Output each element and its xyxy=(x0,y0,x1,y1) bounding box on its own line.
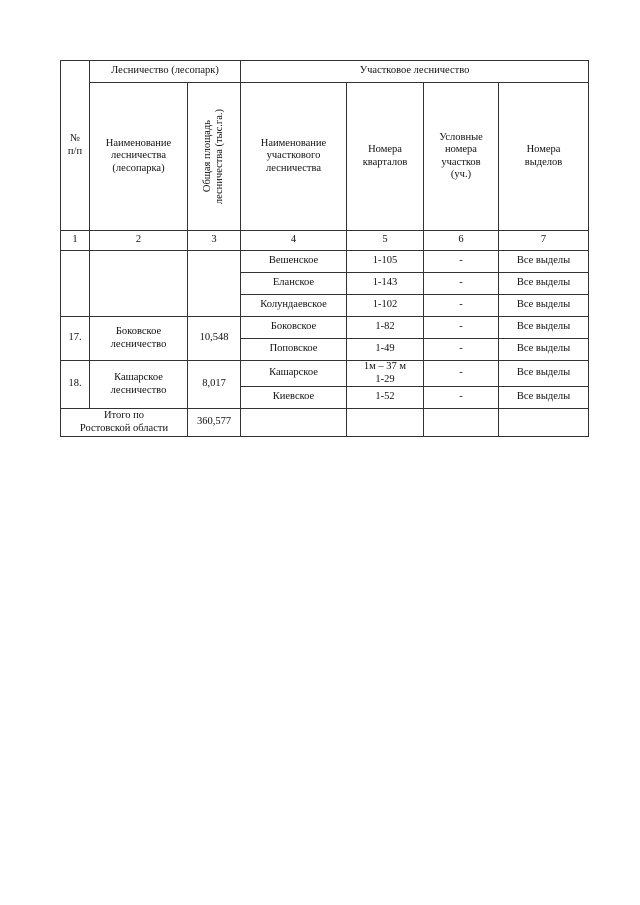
district-name: Киевское xyxy=(241,387,347,409)
forestry-name: Кашарское лесничество xyxy=(90,361,188,409)
total-label: Итого по Ростовской области xyxy=(61,409,188,437)
conditional-number: - xyxy=(424,295,499,317)
col-number: 5 xyxy=(347,231,424,251)
header-district-name: Наименование участкового лесничества xyxy=(241,83,347,231)
forestry-table xyxy=(60,60,589,437)
quarters: 1-82 xyxy=(347,317,424,339)
conditional-number: - xyxy=(424,361,499,387)
total-area: 360,577 xyxy=(188,409,241,437)
header-total-area xyxy=(188,83,241,231)
allotments: Все выделы xyxy=(499,295,589,317)
header-district-group: Участковое лесничество xyxy=(241,61,589,83)
conditional-number: - xyxy=(424,273,499,295)
column-number-row xyxy=(61,231,589,251)
district-name: Боковское xyxy=(241,317,347,339)
row-number: 18. xyxy=(61,361,90,409)
header-conditional: Условные номера участков (уч.) xyxy=(424,83,499,231)
col-number: 4 xyxy=(241,231,347,251)
header-quarters: Номера кварталов xyxy=(347,83,424,231)
quarters: 1-143 xyxy=(347,273,424,295)
header-number: № п/п xyxy=(61,61,90,231)
allotments: Все выделы xyxy=(499,317,589,339)
conditional-number: - xyxy=(424,251,499,273)
quarters: 1-49 xyxy=(347,339,424,361)
header-forestry-group: Лесничество (лесопарк) xyxy=(90,61,241,83)
empty-cell xyxy=(424,409,499,437)
table-row xyxy=(61,317,589,339)
header-allotments: Номера выделов xyxy=(499,83,589,231)
empty-cell xyxy=(499,409,589,437)
header-forestry-name: Наименование лесничества (лесопарка) xyxy=(90,83,188,231)
col-number: 6 xyxy=(424,231,499,251)
row-number-empty xyxy=(61,251,90,317)
quarters: 1м – 37 м 1-29 xyxy=(347,361,424,387)
quarters: 1-52 xyxy=(347,387,424,409)
district-name: Колундаевское xyxy=(241,295,347,317)
col-number: 1 xyxy=(61,231,90,251)
district-name: Еланское xyxy=(241,273,347,295)
forestry-name-empty xyxy=(90,251,188,317)
quarters: 1-105 xyxy=(347,251,424,273)
empty-cell xyxy=(347,409,424,437)
conditional-number: - xyxy=(424,339,499,361)
row-number: 17. xyxy=(61,317,90,361)
allotments: Все выделы xyxy=(499,339,589,361)
allotments: Все выделы xyxy=(499,387,589,409)
total-row xyxy=(61,409,589,437)
total-area: 8,017 xyxy=(188,361,241,409)
header-total-area-text: Общая площадь лесничества (тыс.га.) xyxy=(201,108,225,205)
allotments: Все выделы xyxy=(499,361,589,387)
total-area: 10,548 xyxy=(188,317,241,361)
district-name: Кашарское xyxy=(241,361,347,387)
table-row xyxy=(61,251,589,273)
table-row xyxy=(61,361,589,387)
conditional-number: - xyxy=(424,317,499,339)
area-empty xyxy=(188,251,241,317)
district-name: Вешенское xyxy=(241,251,347,273)
allotments: Все выделы xyxy=(499,273,589,295)
conditional-number: - xyxy=(424,387,499,409)
quarters: 1-102 xyxy=(347,295,424,317)
forestry-name: Боковское лесничество xyxy=(90,317,188,361)
district-name: Поповское xyxy=(241,339,347,361)
col-number: 7 xyxy=(499,231,589,251)
allotments: Все выделы xyxy=(499,251,589,273)
col-number: 3 xyxy=(188,231,241,251)
empty-cell xyxy=(241,409,347,437)
col-number: 2 xyxy=(90,231,188,251)
